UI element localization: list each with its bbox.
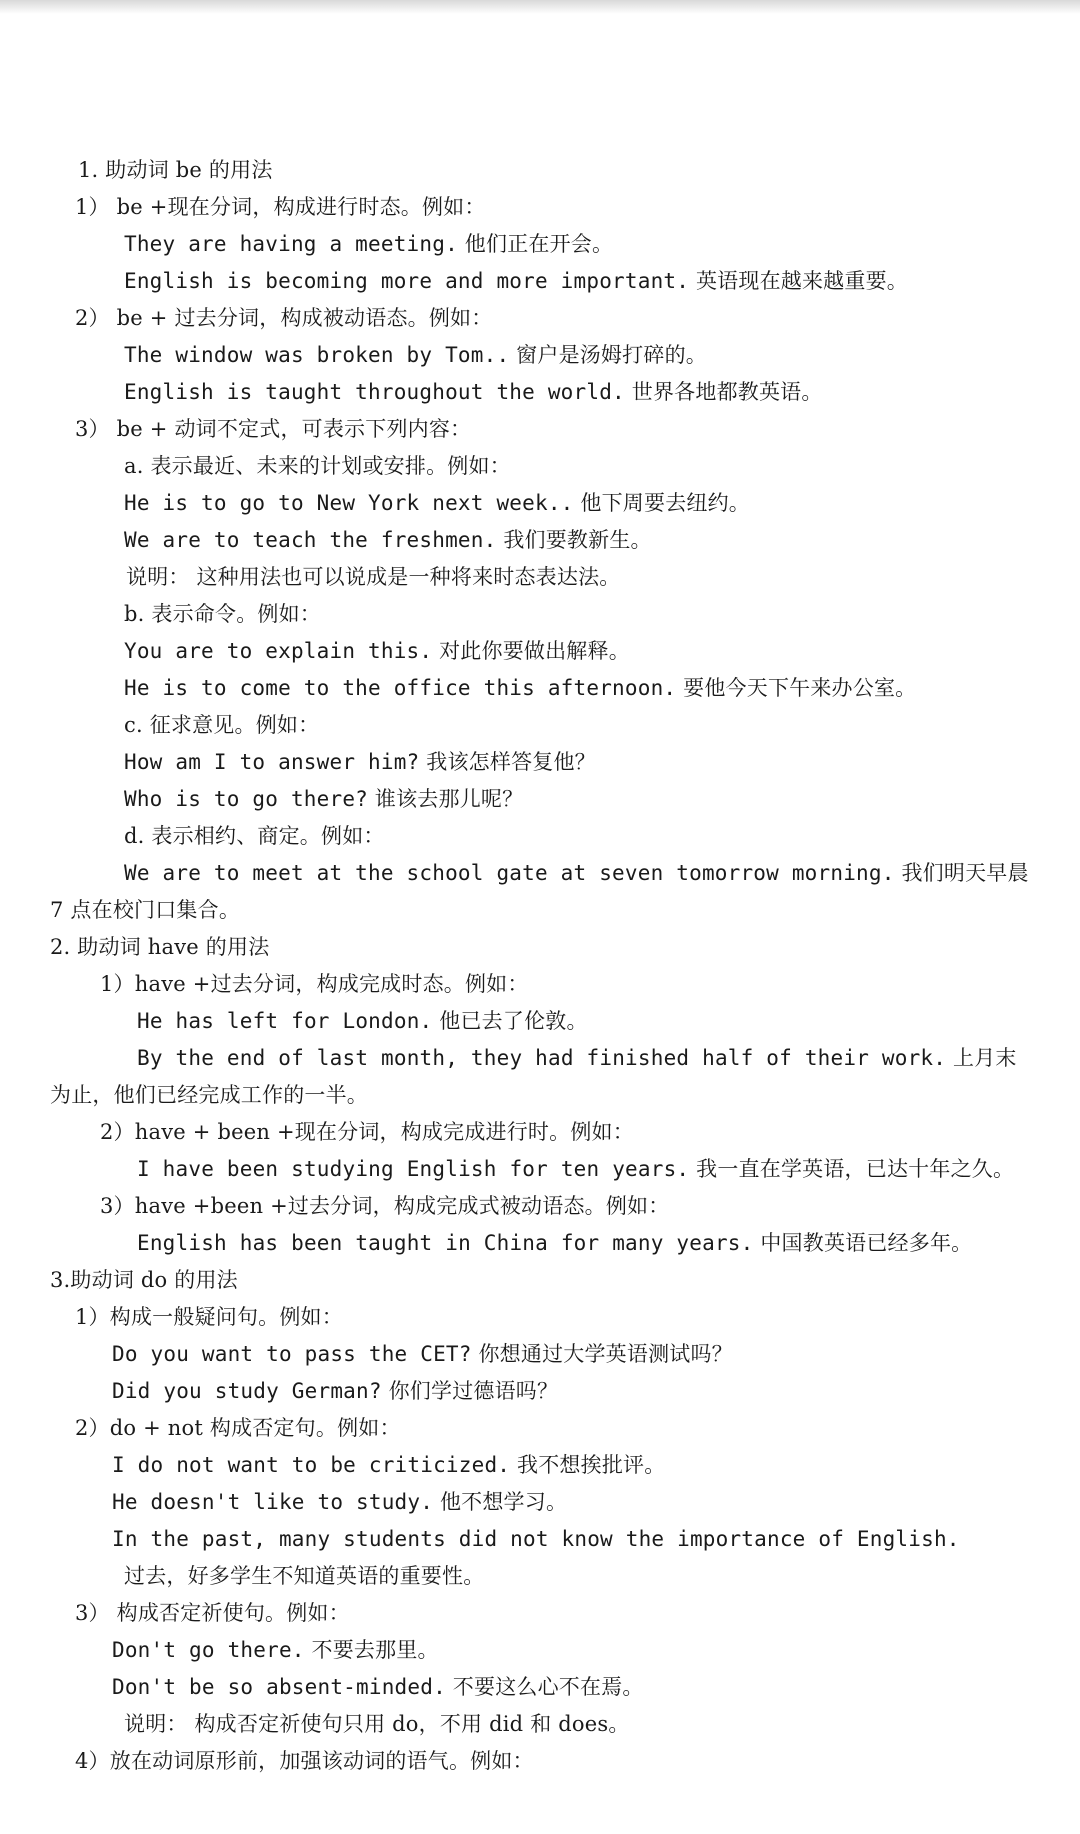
text-line <box>0 485 1080 522</box>
text-line <box>0 1743 1080 1780</box>
text-line <box>0 337 1080 374</box>
example-sentence: By the end of last month, they had finished half of their work. <box>137 1046 947 1070</box>
text-line <box>0 1299 1080 1336</box>
text-line <box>0 522 1080 559</box>
text-line <box>0 1262 1080 1299</box>
example-sentence: I do not want to be criticized. <box>112 1453 511 1477</box>
document-page <box>0 152 1080 1780</box>
text-line <box>0 263 1080 300</box>
text-segment: 1） be +现在分词，构成进行时态。例如： <box>75 195 486 219</box>
text-segment: 要他今天下午来办公室。 <box>676 676 917 700</box>
text-segment: 我们明天早晨 <box>894 861 1029 885</box>
text-segment: 为止，他们已经完成工作的一半。 <box>50 1083 368 1107</box>
text-segment: 他们正在开会。 <box>457 232 614 256</box>
text-line <box>0 1373 1080 1410</box>
text-line <box>0 1558 1080 1595</box>
text-segment: 2）do + not 构成否定句。例如： <box>75 1416 401 1440</box>
text-line <box>0 411 1080 448</box>
text-segment: 1）have +过去分词，构成完成时态。例如： <box>100 972 529 996</box>
example-sentence: He doesn't like to study. <box>112 1490 434 1514</box>
text-segment: 过去，好多学生不知道英语的重要性。 <box>124 1564 485 1588</box>
text-segment: 2）have + been +现在分词，构成完成进行时。例如： <box>100 1120 634 1144</box>
text-line <box>0 892 1080 929</box>
text-segment: 2） be + 过去分词，构成被动语态。例如： <box>75 306 493 330</box>
example-sentence: Don't be so absent-minded. <box>112 1675 446 1699</box>
text-line <box>0 1151 1080 1188</box>
text-line <box>0 300 1080 337</box>
text-segment: b. 表示命令。例如： <box>124 602 321 626</box>
text-line <box>0 189 1080 226</box>
text-line <box>0 226 1080 263</box>
text-segment: 对此你要做出解释。 <box>432 639 630 663</box>
text-segment: 我们要教新生。 <box>496 528 652 552</box>
text-line <box>0 855 1080 892</box>
text-segment: 你想通过大学英语测试吗？ <box>471 1342 733 1366</box>
text-line <box>0 1225 1080 1262</box>
text-segment: 2. 助动词 have 的用法 <box>50 935 270 959</box>
example-sentence: The window was broken by Tom.. <box>124 343 510 367</box>
example-sentence: Did you study German? <box>112 1379 382 1403</box>
text-line <box>0 1484 1080 1521</box>
text-line <box>0 1188 1080 1225</box>
text-segment: 1）构成一般疑问句。例如： <box>75 1305 343 1329</box>
text-segment: 4）放在动词原形前，加强该动词的语气。例如： <box>75 1749 534 1773</box>
text-segment: 窗户是汤姆打碎的。 <box>509 343 707 367</box>
text-line <box>0 1706 1080 1743</box>
text-segment: 1. 助动词 be 的用法 <box>78 158 273 182</box>
example-sentence: He has left for London. <box>137 1009 433 1033</box>
example-sentence: I have been studying English for ten years. <box>137 1157 690 1181</box>
text-line <box>0 374 1080 411</box>
text-segment: 不要这么心不在焉。 <box>445 1675 644 1699</box>
text-segment: 3.助动词 do 的用法 <box>50 1268 238 1292</box>
text-line <box>0 1077 1080 1114</box>
text-line <box>0 1336 1080 1373</box>
text-segment: 不要去那里。 <box>304 1638 439 1662</box>
text-line <box>0 596 1080 633</box>
text-line <box>0 152 1080 189</box>
text-line <box>0 929 1080 966</box>
text-line <box>0 633 1080 670</box>
example-sentence: He is to go to New York next week.. <box>124 491 574 515</box>
text-line <box>0 1521 1080 1558</box>
text-segment: 他下周要去纽约。 <box>573 491 750 515</box>
text-segment: 上月末 <box>946 1046 1017 1070</box>
example-sentence: You are to explain this. <box>124 639 433 663</box>
example-sentence: Who is to go there? <box>124 787 369 811</box>
example-sentence: We are to meet at the school gate at seven tomorrow morning. <box>124 861 895 885</box>
text-segment: 3） 构成否定祈使句。例如： <box>75 1601 350 1625</box>
text-line <box>0 781 1080 818</box>
example-sentence: Do you want to pass the CET? <box>112 1342 472 1366</box>
text-line <box>0 1632 1080 1669</box>
example-sentence: Don't go there. <box>112 1638 305 1662</box>
text-segment: 我一直在学英语，已达十年之久。 <box>689 1157 1015 1181</box>
text-segment: 我不想挨批评。 <box>510 1453 666 1477</box>
text-line <box>0 744 1080 781</box>
text-segment: 他已去了伦敦。 <box>432 1009 588 1033</box>
text-segment: 7 点在校门口集合。 <box>50 898 241 922</box>
example-sentence: They are having a meeting. <box>124 232 458 256</box>
text-segment: 我该怎样答复他？ <box>419 750 596 774</box>
text-line <box>0 1114 1080 1151</box>
text-line <box>0 966 1080 1003</box>
text-segment: 3）have +been +过去分词，构成完成式被动语态。例如： <box>100 1194 670 1218</box>
example-sentence: In the past, many students did not know the importance of English. <box>112 1527 960 1551</box>
text-segment: 中国教英语已经多年。 <box>753 1231 973 1255</box>
text-line <box>0 1595 1080 1632</box>
text-line <box>0 1003 1080 1040</box>
example-sentence: He is to come to the office this afternoon. <box>124 676 677 700</box>
text-line <box>0 818 1080 855</box>
text-line <box>0 1040 1080 1077</box>
text-segment: 3） be + 动词不定式，可表示下列内容： <box>75 417 472 441</box>
text-segment: 英语现在越来越重要。 <box>689 269 908 293</box>
text-line <box>0 1447 1080 1484</box>
text-segment: 谁该去那儿呢？ <box>368 787 524 811</box>
text-segment: 说明： 构成否定祈使句只用 do，不用 did 和 does。 <box>124 1712 630 1736</box>
text-line <box>0 670 1080 707</box>
example-sentence: English is taught throughout the world. <box>124 380 625 404</box>
text-segment: 他不想学习。 <box>433 1490 568 1514</box>
text-segment: d. 表示相约、商定。例如： <box>124 824 385 848</box>
example-sentence: We are to teach the freshmen. <box>124 528 497 552</box>
text-line <box>0 1669 1080 1706</box>
text-segment: 说明： 这种用法也可以说成是一种将来时态表达法。 <box>126 565 621 589</box>
text-line <box>0 1410 1080 1447</box>
text-segment: c. 征求意见。例如： <box>124 713 320 737</box>
text-segment: a. 表示最近、未来的计划或安排。例如： <box>124 454 511 478</box>
example-sentence: English has been taught in China for many years. <box>137 1231 754 1255</box>
text-line <box>0 559 1080 596</box>
top-edge-shadow <box>0 0 1080 14</box>
text-line <box>0 448 1080 485</box>
text-line <box>0 707 1080 744</box>
text-segment: 世界各地都教英语。 <box>624 380 823 404</box>
example-sentence: English is becoming more and more important. <box>124 269 690 293</box>
text-segment: 你们学过德语吗？ <box>381 1379 559 1403</box>
example-sentence: How am I to answer him? <box>124 750 420 774</box>
